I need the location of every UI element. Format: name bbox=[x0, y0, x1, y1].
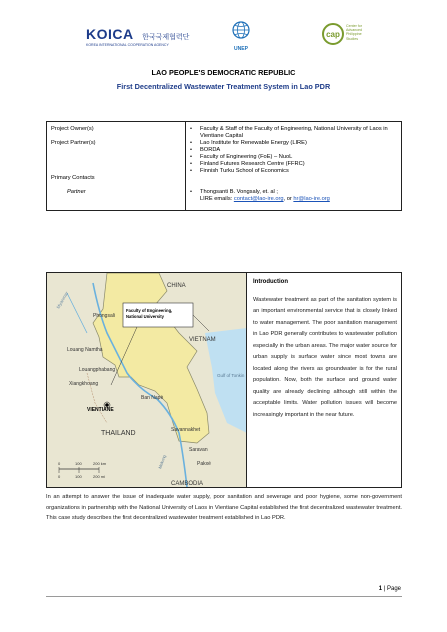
laos-map-graphic bbox=[47, 273, 247, 487]
email-line bbox=[190, 196, 398, 203]
map-callout-line2: National University bbox=[126, 314, 164, 319]
owner-text: Faculty & Staff of the Faculty of Engineering, National University of Laos in Vientiane Capital bbox=[200, 126, 388, 139]
map-label-louang-namtha: Louang Namtha bbox=[67, 347, 103, 353]
map-label-mekong: Mekong bbox=[157, 454, 167, 470]
map-label-louangphabang: Louangphabang bbox=[79, 367, 116, 373]
map-label-pakxe: Pakxé bbox=[197, 461, 211, 467]
cap-mark-icon bbox=[322, 22, 346, 46]
map-label-cambodia: CAMBODIA bbox=[171, 481, 204, 487]
partner-item bbox=[190, 161, 398, 168]
scale-tick-mi-100: 100 bbox=[75, 474, 82, 479]
partner-item bbox=[190, 140, 398, 147]
document-title: First Decentralized Wastewater Treatment System in Lao PDR bbox=[116, 82, 331, 91]
document-header bbox=[0, 68, 447, 91]
unep-logo bbox=[226, 20, 256, 52]
partner-text: Lao Institute for Renewable Energy (LIRE) bbox=[200, 140, 307, 146]
table-divider bbox=[185, 122, 186, 210]
bullet-icon: • bbox=[190, 154, 192, 160]
partner-text: Faculty of Engineering (FoE) – NuoL bbox=[200, 154, 293, 160]
map-label-ban-nape: Ban Napè bbox=[141, 395, 164, 401]
bullet-icon: • bbox=[190, 168, 192, 174]
footer-rule bbox=[46, 596, 402, 597]
map-label-phongsali: Phongsali bbox=[93, 313, 115, 319]
laos-map bbox=[47, 273, 247, 487]
svg-text:cap: cap bbox=[326, 30, 340, 39]
koica-subtitle: KOREA INTERNATIONAL COOPERATION AGENCY bbox=[86, 43, 169, 47]
partner-text: BORDA bbox=[200, 147, 221, 153]
primary-contacts-label: Primary Contacts bbox=[51, 175, 95, 181]
scale-tick-0: 0 bbox=[58, 461, 61, 466]
bullet-icon: • bbox=[190, 147, 192, 153]
bullet-icon: • bbox=[190, 126, 192, 132]
partner-text: Finland Futures Research Centre (FFRC) bbox=[200, 161, 305, 167]
introduction-body: Wastewater treatment as part of the sanitation system is an important environmental service that is closely linked to water management. The poor sanitation management in Lao PDR generally contributes to wastewater pollution especially in the urban areas. The major water source for urban supply is surface water since most towns are located along the rivers as groundwater is for the rural population. Now, both the surface and ground water quality are already declining although still within the acceptable limits. Water pollution issues will become increasingly important in the near future. bbox=[253, 296, 397, 418]
owner-label: Project Owner(s) bbox=[51, 126, 94, 132]
emails-joiner: , or bbox=[283, 196, 292, 202]
page-word: Page bbox=[386, 586, 401, 592]
partner-label: Project Partner(s) bbox=[51, 140, 96, 146]
unep-label: UNEP bbox=[234, 46, 248, 52]
email-link-hr[interactable]: hr@lao-ire.org bbox=[293, 196, 330, 202]
bullet-icon: • bbox=[190, 161, 192, 167]
page-number: 1 bbox=[378, 586, 383, 592]
partner-contact-label: Partner bbox=[67, 189, 86, 195]
bullet-icon: • bbox=[190, 189, 192, 195]
map-label-saravan: Saravan bbox=[189, 447, 208, 453]
country-title: LAO PEOPLE'S DEMOCRATIC REPUBLIC bbox=[151, 68, 296, 77]
map-label-gulf: Gulf of Tonkin bbox=[217, 373, 245, 378]
map-label-xiangkhoang: Xiangkhoang bbox=[69, 381, 99, 387]
cap-logo bbox=[322, 22, 370, 48]
partner-item bbox=[190, 168, 398, 175]
contact-name: Thongsanti B. Vongsaly, et. al ; bbox=[200, 189, 278, 195]
map-label-thailand: THAILAND bbox=[101, 430, 136, 437]
map-capital-marker bbox=[105, 403, 109, 407]
introduction-section bbox=[46, 272, 402, 488]
map-label-china: CHINA bbox=[167, 283, 186, 289]
scale-tick-mi-0: 0 bbox=[58, 474, 61, 479]
unep-globe-icon bbox=[230, 20, 252, 40]
project-label-column bbox=[51, 126, 181, 196]
map-label-vietnam: VIETNAM bbox=[189, 337, 216, 343]
footer-separator: | bbox=[383, 586, 386, 592]
summary-paragraph: In an attempt to answer the issue of inadequate water supply, poor sanitation and sewerage and poor hygiene, some non-government organizations in partnership with the National University of Laos in Vientiane Capital established the first decentralized wastewater treatment. This case study describes the first decentralized wastewater treatment established in Lao PDR. bbox=[46, 494, 402, 522]
map-label-myanmar: Myanmar bbox=[55, 290, 70, 310]
project-value-column bbox=[190, 126, 398, 203]
koica-logo bbox=[86, 26, 190, 47]
logo-bar bbox=[0, 0, 447, 62]
partner-item bbox=[190, 147, 398, 154]
scale-tick-100: 100 bbox=[75, 461, 82, 466]
email-link-contact[interactable]: contact@lao-ire.org bbox=[233, 196, 284, 202]
scale-tick-200: 200 km bbox=[93, 461, 107, 466]
bullet-icon: • bbox=[190, 140, 192, 146]
map-label-savannakhet: Savannakhet bbox=[171, 427, 201, 433]
emails-prefix: LIRE emails: bbox=[200, 196, 233, 202]
owner-item bbox=[190, 126, 398, 140]
partner-text: Finnish Turku School of Economics bbox=[200, 168, 289, 174]
koica-korean-name: 한국국제협력단 bbox=[142, 34, 190, 41]
map-label-vientiane: VIENTIANE bbox=[87, 407, 114, 413]
partner-item bbox=[190, 154, 398, 161]
introduction-text-block bbox=[253, 277, 397, 421]
introduction-heading: Introduction bbox=[253, 279, 288, 285]
page-footer bbox=[379, 586, 401, 592]
project-info-table bbox=[46, 121, 402, 211]
cap-text: Center for Advanced Philippine Studies bbox=[346, 24, 362, 41]
scale-tick-mi-200: 200 mi bbox=[93, 474, 106, 479]
koica-name: KOICA bbox=[86, 26, 134, 42]
contact-item bbox=[190, 189, 398, 196]
map-callout-line1: Faculty of Engineering, bbox=[126, 308, 173, 313]
